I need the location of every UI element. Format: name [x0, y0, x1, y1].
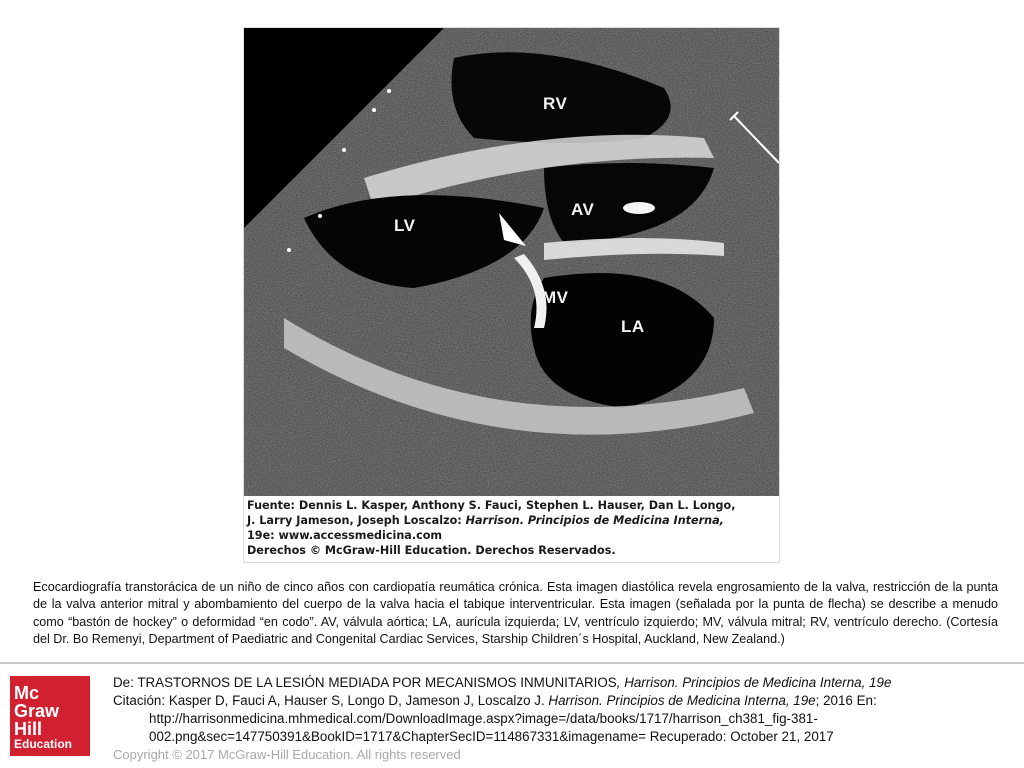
- echocardiogram-figure: [243, 27, 780, 563]
- citation-line: Citación: Kasper D, Fauci A, Hauser S, Longo D, Jameson J, Loscalzo J. Harrison. Principios de Medicina Interna, 19e; 2016 En:: [113, 693, 877, 708]
- echocardiogram-image: [244, 28, 779, 496]
- label-la: LA: [621, 317, 645, 336]
- source-chapter: De: TRASTORNOS DE LA LESIÓN MEDIADA POR MECANISMOS INMUNITARIOS, Harrison. Principios de Medicina Interna, 19e: [113, 675, 892, 690]
- figure-caption: Ecocardiografía transtorácica de un niño de cinco años con cardiopatía reumática crónica. Esta imagen diastólica revela engrosamiento de la valva, restricción de la punta de la valva anterior mitral y abombamiento del cuerpo de la valva hacia el tabique interventricular. Esta imagen (señalada por la punta de flecha) se describe a menudo como “bastón de hockey” o deformidad “en codo”. AV, válvula aórtica; LA, aurícula izquierda; LV, ventrículo izquierdo; MV, válvula mitral; RV, ventrículo derecho. (Cortesía del Dr. Bo Remenyi, Department of Paediatric and Congenital Cardiac Services, Starship Children´s Hospital, Auckland, New Zealand.): [33, 580, 998, 647]
- figure-source-credit: Fuente: Dennis L. Kasper, Anthony S. Fauci, Stephen L. Hauser, Dan L. Longo, J. Larry Jameson, Joseph Loscalzo: Harrison. Principios de Medicina Interna, 19e: www.accessmedicina.com Derechos © McGraw-Hill Education. Derechos Reservados.: [247, 499, 736, 557]
- citation-url[interactable]: http://harrisonmedicina.mhmedical.com/DownloadImage.aspx?image=/data/books/1717/harrison_ch381_fig-381-: [149, 711, 818, 726]
- mcgraw-hill-logo: Mc Graw Hill Education: [10, 676, 90, 756]
- copyright-notice: Copyright © 2017 McGraw-Hill Education. All rights reserved: [113, 747, 461, 762]
- citation-block: [113, 674, 1013, 764]
- label-av: AV: [571, 200, 595, 219]
- divider: [0, 662, 1024, 664]
- label-lv: LV: [394, 216, 416, 235]
- citation-url-continued[interactable]: 002.png&sec=147750391&BookID=1717&ChapterSecID=114867331&imagename= Recuperado: October 21, 2017: [149, 729, 834, 744]
- label-mv: MV: [542, 288, 569, 307]
- label-rv: RV: [543, 94, 568, 113]
